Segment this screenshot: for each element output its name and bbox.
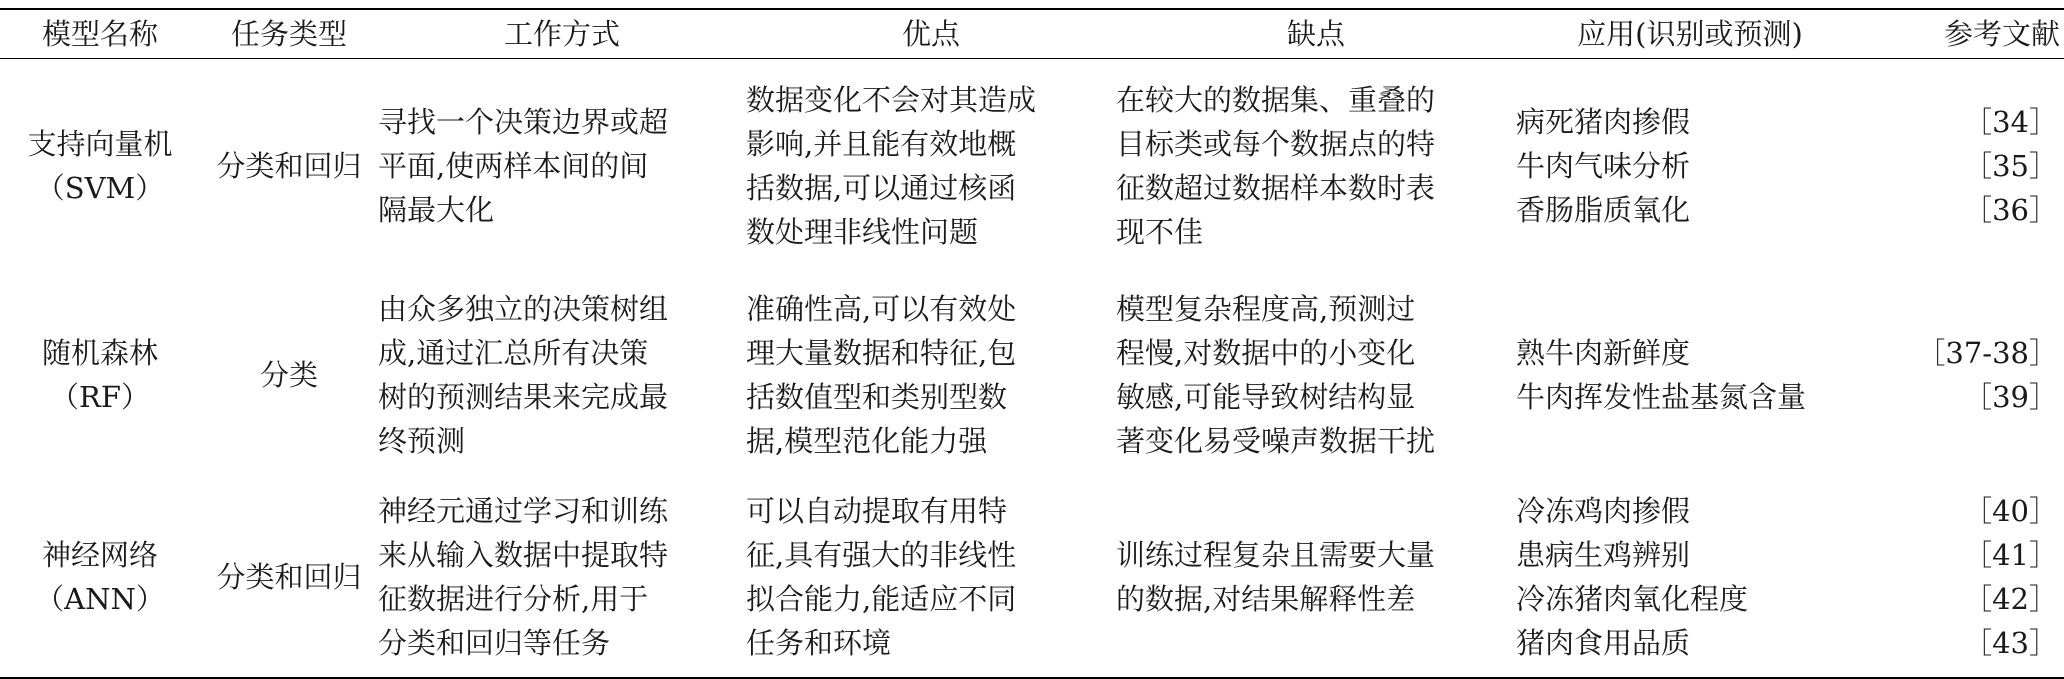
application-cell (1516, 59, 1864, 274)
cons-line: 训练过程复杂且需要大量 (1116, 538, 1436, 572)
cons-line: 程慢,对数据中的小变化 (1116, 336, 1416, 370)
model-abbrev: （RF） (50, 380, 150, 414)
cons-cell (1116, 477, 1516, 678)
method-cell (378, 273, 746, 477)
method-line: 分类和回归等任务 (378, 626, 611, 660)
method-line: 平面,使两样本间的间 (378, 149, 649, 183)
header-task-type: 任务类型 (230, 17, 347, 51)
reference-item: ［35］ (1963, 149, 2058, 183)
reference-item: ［41］ (1963, 538, 2058, 572)
cons-line: 著变化易受噪声数据干扰 (1116, 424, 1436, 458)
cons-cell (1116, 273, 1516, 477)
pros-line: 征,具有强大的非线性 (746, 538, 1017, 572)
model-abbrev: （ANN） (35, 582, 165, 616)
pros-line: 可以自动提取有用特 (746, 494, 1008, 528)
pros-line: 括数值型和类别型数 (746, 380, 1008, 414)
model-name: 支持向量机 (27, 127, 173, 161)
reference-cell (1864, 273, 2064, 477)
model-name-cell (0, 477, 200, 678)
task-type-cell: 分类 (259, 358, 318, 392)
pros-cell (746, 477, 1116, 678)
application-cell (1516, 273, 1864, 477)
header-references: 参考文献 (1943, 17, 2060, 51)
application-item: 熟牛肉新鲜度 (1516, 336, 1691, 370)
method-line: 树的预测结果来完成最 (378, 380, 669, 414)
pros-line: 括数据,可以通过核函 (746, 171, 1017, 205)
header-pros: 优点 (901, 17, 960, 51)
header-cons: 缺点 (1286, 17, 1345, 51)
model-name: 神经网络 (41, 538, 158, 572)
header-method: 工作方式 (503, 17, 620, 51)
method-cell (378, 59, 746, 274)
table-row (0, 477, 2064, 678)
method-line: 来从输入数据中提取特 (378, 538, 669, 572)
pros-line: 影响,并且能有效地概 (746, 127, 1017, 161)
reference-cell (1864, 477, 2064, 678)
table-row (0, 59, 2064, 274)
cons-line: 现不佳 (1116, 215, 1204, 249)
cons-line: 模型复杂程度高,预测过 (1116, 292, 1416, 326)
model-name-cell (0, 59, 200, 274)
model-name: 随机森林 (41, 336, 158, 370)
reference-item: ［34］ (1963, 105, 2058, 139)
task-type-cell: 分类和回归 (216, 560, 362, 594)
method-line: 隔最大化 (378, 193, 495, 227)
cons-line: 目标类或每个数据点的特 (1116, 127, 1436, 161)
model-name-cell (0, 273, 200, 477)
cons-line: 的数据,对结果解释性差 (1116, 582, 1416, 616)
method-line: 神经元通过学习和训练 (378, 494, 669, 528)
reference-item: ［42］ (1963, 582, 2058, 616)
pros-line: 理大量数据和特征,包 (746, 336, 1017, 370)
method-line: 寻找一个决策边界或超 (378, 105, 669, 139)
method-line: 征数据进行分析,用于 (378, 582, 649, 616)
pros-line: 拟合能力,能适应不同 (746, 582, 1017, 616)
application-item: 病死猪肉掺假 (1516, 105, 1691, 139)
pros-line: 任务和环境 (746, 626, 892, 660)
header-model-name: 模型名称 (41, 17, 158, 51)
cons-line: 征数超过数据样本数时表 (1116, 171, 1436, 205)
application-cell (1516, 477, 1864, 678)
pros-line: 数处理非线性问题 (746, 215, 979, 249)
method-line: 终预测 (378, 424, 466, 458)
table-header-row (0, 9, 2064, 59)
application-item: 香肠脂质氧化 (1516, 193, 1691, 227)
cons-line: 在较大的数据集、重叠的 (1116, 83, 1436, 117)
header-application: 应用(识别或预测) (1577, 17, 1803, 51)
application-item: 冷冻猪肉氧化程度 (1516, 582, 1749, 616)
pros-line: 数据变化不会对其造成 (746, 83, 1037, 117)
application-item: 牛肉挥发性盐基氮含量 (1516, 380, 1807, 414)
cons-cell (1116, 59, 1516, 274)
ml-model-comparison-table (0, 8, 2064, 679)
reference-item: ［40］ (1963, 494, 2058, 528)
reference-cell (1864, 59, 2064, 274)
pros-cell (746, 59, 1116, 274)
application-item: 患病生鸡辨别 (1516, 538, 1691, 572)
pros-cell (746, 273, 1116, 477)
method-line: 由众多独立的决策树组 (378, 292, 669, 326)
method-line: 成,通过汇总所有决策 (378, 336, 649, 370)
pros-line: 准确性高,可以有效处 (746, 292, 1017, 326)
application-item: 猪肉食用品质 (1516, 626, 1691, 660)
pros-line: 据,模型范化能力强 (746, 424, 988, 458)
table-row (0, 273, 2064, 477)
reference-item: ［39］ (1963, 380, 2058, 414)
reference-item: ［37-38］ (1916, 336, 2058, 370)
cons-line: 敏感,可能导致树结构显 (1116, 380, 1416, 414)
reference-item: ［36］ (1963, 193, 2058, 227)
model-abbrev: （SVM） (35, 171, 165, 205)
reference-item: ［43］ (1963, 626, 2058, 660)
method-cell (378, 477, 746, 678)
task-type-cell: 分类和回归 (216, 149, 362, 183)
application-item: 冷冻鸡肉掺假 (1516, 494, 1691, 528)
application-item: 牛肉气味分析 (1516, 149, 1691, 183)
